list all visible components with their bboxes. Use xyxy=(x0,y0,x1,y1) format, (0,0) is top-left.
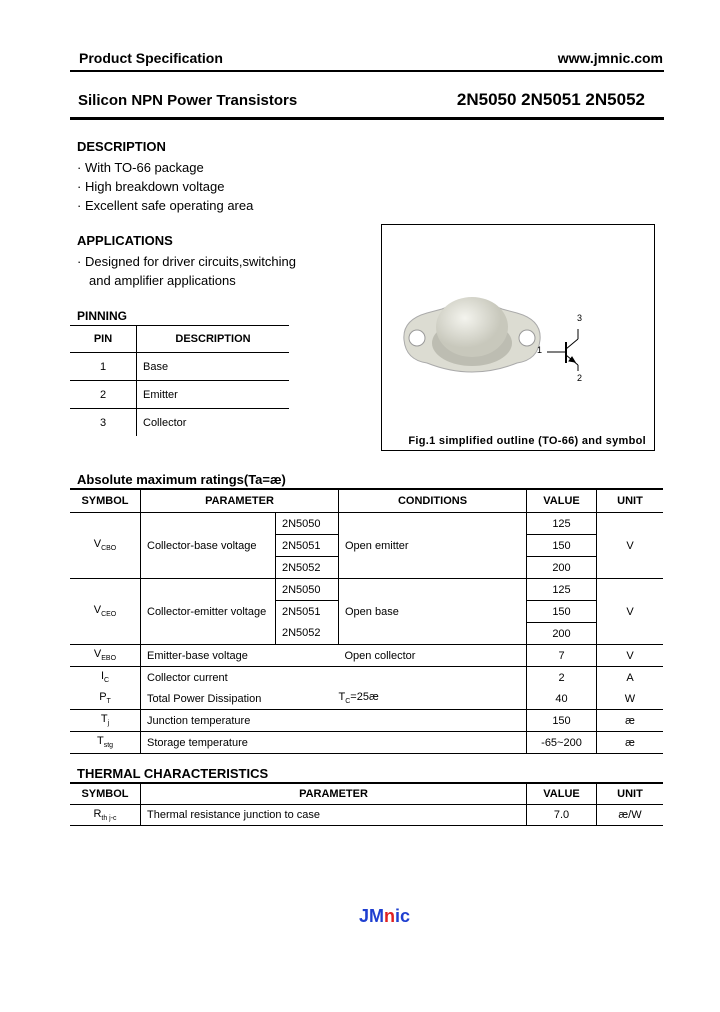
col-header: UNIT xyxy=(597,783,664,805)
pin-description: Collector xyxy=(143,416,187,429)
description-item: With TO-66 package xyxy=(84,160,204,175)
part-numbers: 2N5050 2N5051 2N5052 xyxy=(456,90,645,109)
model: 2N5050 xyxy=(276,513,339,535)
table-row xyxy=(70,710,663,732)
symbol: $V_{CBO}$ xyxy=(70,513,141,579)
table-row xyxy=(70,409,289,437)
thermal-table xyxy=(70,782,663,826)
symbol: $I_C$ xyxy=(70,667,141,689)
description-heading: DESCRIPTION xyxy=(77,139,166,154)
condition xyxy=(339,667,527,689)
header-left: Product Specification xyxy=(79,50,223,66)
unit: æ xyxy=(597,710,664,732)
parameter: Collector-emitter voltage xyxy=(141,579,276,645)
value: 200 xyxy=(527,623,597,645)
parameter: Storage temperature xyxy=(141,732,339,754)
description-item: High breakdown voltage xyxy=(84,179,225,194)
symbol: $T_{stg}$ xyxy=(70,732,141,754)
description-item: Excellent safe operating area xyxy=(84,198,254,213)
unit: A xyxy=(626,671,634,684)
parameter: Collector-base voltage xyxy=(141,513,276,579)
model: 2N5052 xyxy=(276,623,339,645)
value: 40 xyxy=(527,688,597,710)
table-row xyxy=(70,513,663,535)
applications-heading: APPLICATIONS xyxy=(77,233,173,248)
model: 2N5052 xyxy=(276,557,339,579)
to66-package-image xyxy=(382,225,654,450)
symbol: $P_T$ xyxy=(70,688,141,710)
divider xyxy=(70,117,664,120)
model: 2N5051 xyxy=(276,601,339,623)
table-row xyxy=(70,381,289,409)
symbol: $R_{th j-c}$ xyxy=(70,805,141,826)
value: 7.0 xyxy=(527,805,597,826)
value: 125 xyxy=(527,579,597,601)
page-title: Silicon NPN Power Transistors xyxy=(78,92,298,109)
condition xyxy=(339,710,527,732)
pinning-heading: PINNING xyxy=(77,309,128,323)
symbol: $V_{EBO}$ xyxy=(70,645,141,667)
thermal-heading: THERMAL CHARACTERISTICS xyxy=(77,766,269,781)
unit: V xyxy=(597,513,664,579)
ratings-table xyxy=(70,488,663,754)
condition: $T_C=25æ$ xyxy=(339,688,527,710)
table-row xyxy=(70,579,663,601)
npn-symbol-icon xyxy=(547,329,578,371)
value: 200 xyxy=(527,557,597,579)
col-header: VALUE xyxy=(527,783,597,805)
condition: Open emitter xyxy=(339,513,527,579)
applications-text: · Designed for driver circuits,switching and amplifier applications xyxy=(77,254,296,288)
value: 150 xyxy=(527,601,597,623)
table-row xyxy=(70,688,663,710)
col-header: UNIT xyxy=(597,489,664,513)
figure-caption: Fig.1 simplified outline (TO-66) and symbol xyxy=(408,435,646,447)
symbol: $V_{CEO}$ xyxy=(70,579,141,645)
unit: V xyxy=(597,645,664,667)
unit: V xyxy=(597,579,664,645)
value: 125 xyxy=(527,513,597,535)
pin-number: 3 xyxy=(70,409,137,437)
header-right: www.jmnic.com xyxy=(557,50,663,66)
condition xyxy=(339,732,527,754)
table-row xyxy=(70,732,663,754)
value: -65~200 xyxy=(527,732,597,754)
condition: Open collector xyxy=(339,645,527,667)
table-row xyxy=(70,645,663,667)
value: 2 xyxy=(527,667,597,689)
pin-description: Emitter xyxy=(137,381,290,409)
value: 150 xyxy=(527,535,597,557)
parameter: Junction temperature xyxy=(141,710,339,732)
model: 2N5050 xyxy=(276,579,339,601)
symbol: $T_j$ xyxy=(70,710,141,732)
unit: æ xyxy=(597,732,664,754)
condition: Open base xyxy=(339,579,527,645)
parameter: Collector current xyxy=(147,671,228,684)
col-header: DESCRIPTION xyxy=(137,326,290,353)
table-row xyxy=(70,353,289,381)
value: 150 xyxy=(527,710,597,732)
applications-line: and amplifier applications xyxy=(89,273,236,288)
pin-label: 1 xyxy=(537,345,543,355)
pin-description: Base xyxy=(137,353,290,381)
col-header: SYMBOL xyxy=(70,489,141,513)
pin-label: 2 xyxy=(577,373,583,383)
value: 7 xyxy=(527,645,597,667)
col-header: PIN xyxy=(70,326,137,353)
parameter: Total Power Dissipation xyxy=(141,688,339,710)
col-header: PARAMETER xyxy=(141,489,339,513)
unit: æ/W xyxy=(597,805,664,826)
divider xyxy=(70,70,664,72)
applications-line: Designed for driver circuits,switching xyxy=(84,254,296,269)
jmnic-logo: JMnic xyxy=(359,906,411,926)
figure-box xyxy=(381,224,655,451)
table-row xyxy=(70,805,663,826)
model: 2N5051 xyxy=(276,535,339,557)
unit: W xyxy=(597,688,664,710)
table-row xyxy=(70,667,663,689)
pin-number: 2 xyxy=(70,381,137,409)
col-header: PARAMETER xyxy=(141,783,527,805)
pin-label: 3 xyxy=(577,313,583,323)
col-header: SYMBOL xyxy=(70,783,141,805)
pinning-table xyxy=(70,325,289,436)
parameter: Emitter-base voltage xyxy=(141,645,339,667)
description-list: · With TO-66 package · High breakdown voltage · Excellent safe operating area xyxy=(77,160,254,213)
pin-number: 1 xyxy=(70,353,137,381)
parameter: Thermal resistance junction to case xyxy=(141,805,527,826)
col-header: CONDITIONS xyxy=(339,489,527,513)
ratings-heading: Absolute maximum ratings(Ta=æ) xyxy=(77,472,286,487)
col-header: VALUE xyxy=(527,489,597,513)
